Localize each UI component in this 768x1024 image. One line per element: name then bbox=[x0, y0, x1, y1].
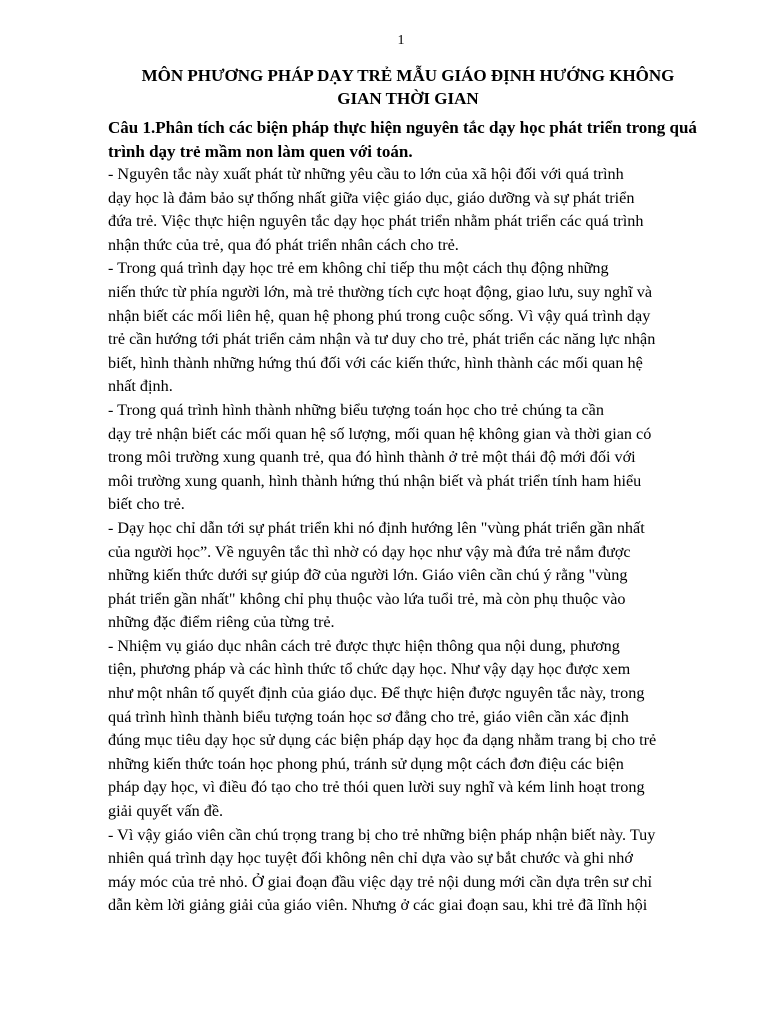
text-line: những kiến thức toán học phong phú, tránh sử dụng một cách đơn điệu các biện bbox=[108, 754, 624, 773]
text-line: trong môi trường xung quanh trẻ, qua đó hình thành ở trẻ một thái độ mới đối với bbox=[108, 448, 636, 467]
text-line: tiện, phương pháp và các hình thức tổ chức dạy học. Như vậy dạy học được xem bbox=[108, 660, 631, 679]
document-page bbox=[108, 30, 708, 918]
text-line: dạy học là đảm bảo sự thống nhất giữa việc giáo dục, giáo dưỡng và sự phát triển bbox=[108, 188, 635, 207]
question-heading: Câu 1.Phân tích các biện pháp thực hiện nguyên tắc dạy học phát triển trong quá trình dạy trẻ mầm non làm quen với toán. bbox=[108, 118, 697, 161]
text-line: biết cho trẻ. bbox=[108, 495, 185, 514]
text-line: - Nhiệm vụ giáo dục nhân cách trẻ được thực hiện thông qua nội dung, phương bbox=[108, 636, 620, 655]
text-line: những kiến thức dưới sự giúp đỡ của người lớn. Giáo viên cần chú ý rằng "vùng bbox=[108, 566, 628, 585]
document-title: MÔN PHƯƠNG PHÁP DẠY TRẺ MẪU GIÁO ĐỊNH HƯỚNG KHÔNG GIAN THỜI GIAN bbox=[141, 66, 675, 108]
paragraph-2 bbox=[108, 257, 708, 399]
text-line: pháp dạy học, vì điều đó tạo cho trẻ thói quen lười suy nghĩ và kém linh hoạt trong bbox=[108, 778, 645, 797]
text-line: của người học”. Về nguyên tắc thì nhờ có dạy học như vậy mà đứa trẻ nắm được bbox=[108, 542, 631, 561]
text-line: biết, hình thành những hứng thú đối với các kiến thức, hình thành các mối quan hệ bbox=[108, 353, 643, 372]
text-line: - Dạy học chỉ dẫn tới sự phát triển khi nó định hướng lên "vùng phát triển gần nhất bbox=[108, 518, 645, 537]
text-line: dạy trẻ nhận biết các mối quan hệ số lượng, mối quan hệ không gian và thời gian có bbox=[108, 424, 652, 443]
text-line: phát triển gần nhất" không chỉ phụ thuộc vào lứa tuổi trẻ, mà còn phụ thuộc vào bbox=[108, 589, 626, 608]
paragraph-6 bbox=[108, 824, 708, 918]
text-line: môi trường xung quanh, hình thành hứng thú nhận biết và phát triển tính ham hiểu bbox=[108, 471, 642, 490]
text-line: quá trình hình thành biểu tượng toán học sơ đẳng cho trẻ, giáo viên cần xác định bbox=[108, 707, 629, 726]
text-line: đứa trẻ. Việc thực hiện nguyên tắc dạy học phát triển nhằm phát triển các quá trình bbox=[108, 212, 644, 231]
text-line: nhiên quá trình dạy học tuyệt đối không nên chỉ dựa vào sự bắt chước và ghi nhớ bbox=[108, 849, 633, 868]
document-body bbox=[108, 163, 708, 918]
text-line: niến thức từ phía người lớn, mà trẻ thường tích cực hoạt động, giao lưu, suy nghĩ và bbox=[108, 282, 653, 301]
paragraph-5 bbox=[108, 635, 708, 824]
text-line: - Vì vậy giáo viên cần chú trọng trang bị cho trẻ những biện pháp nhận biết này. Tuy bbox=[108, 825, 656, 844]
paragraph-4 bbox=[108, 517, 708, 635]
text-line: như một nhân tố quyết định của giáo dục. Để thực hiện được nguyên tắc này, trong bbox=[108, 684, 645, 703]
text-line: - Nguyên tắc này xuất phát từ những yêu cầu to lớn của xã hội đối với quá trình bbox=[108, 165, 624, 183]
text-line: giải quyết vấn đề. bbox=[108, 802, 224, 821]
text-line: dẫn kèm lời giảng giải của giáo viên. Nhưng ở các giai đoạn sau, khi trẻ đã lĩnh hội bbox=[108, 896, 648, 915]
text-line: máy móc của trẻ nhỏ. Ở giai đoạn đầu việc dạy trẻ nội dung mới cần dựa trên sư chỉ bbox=[108, 872, 652, 891]
text-line: nhận biết các mối liên hệ, quan hệ phong phú trong cuộc sống. Vì vậy quá trình dạy bbox=[108, 306, 651, 325]
text-line: trẻ cần hướng tới phát triển cảm nhận và tư duy cho trẻ, phát triển các năng lực nhận bbox=[108, 330, 656, 349]
paragraph-1 bbox=[108, 163, 708, 257]
text-line: nhất định. bbox=[108, 377, 173, 396]
text-line: những đặc điểm riêng của từng trẻ. bbox=[108, 613, 335, 632]
paragraph-3 bbox=[108, 399, 708, 517]
text-line: đúng mục tiêu dạy học sử dụng các biện pháp dạy học đa dạng nhằm trang bị cho trẻ bbox=[108, 731, 657, 750]
text-line: nhận thức của trẻ, qua đó phát triển nhân cách cho trẻ. bbox=[108, 235, 459, 254]
text-line: - Trong quá trình hình thành những biểu tượng toán học cho trẻ chúng ta cần bbox=[108, 400, 604, 419]
page-number: 1 bbox=[397, 33, 405, 48]
text-line: - Trong quá trình dạy học trẻ em không chỉ tiếp thu một cách thụ động những bbox=[108, 259, 609, 278]
